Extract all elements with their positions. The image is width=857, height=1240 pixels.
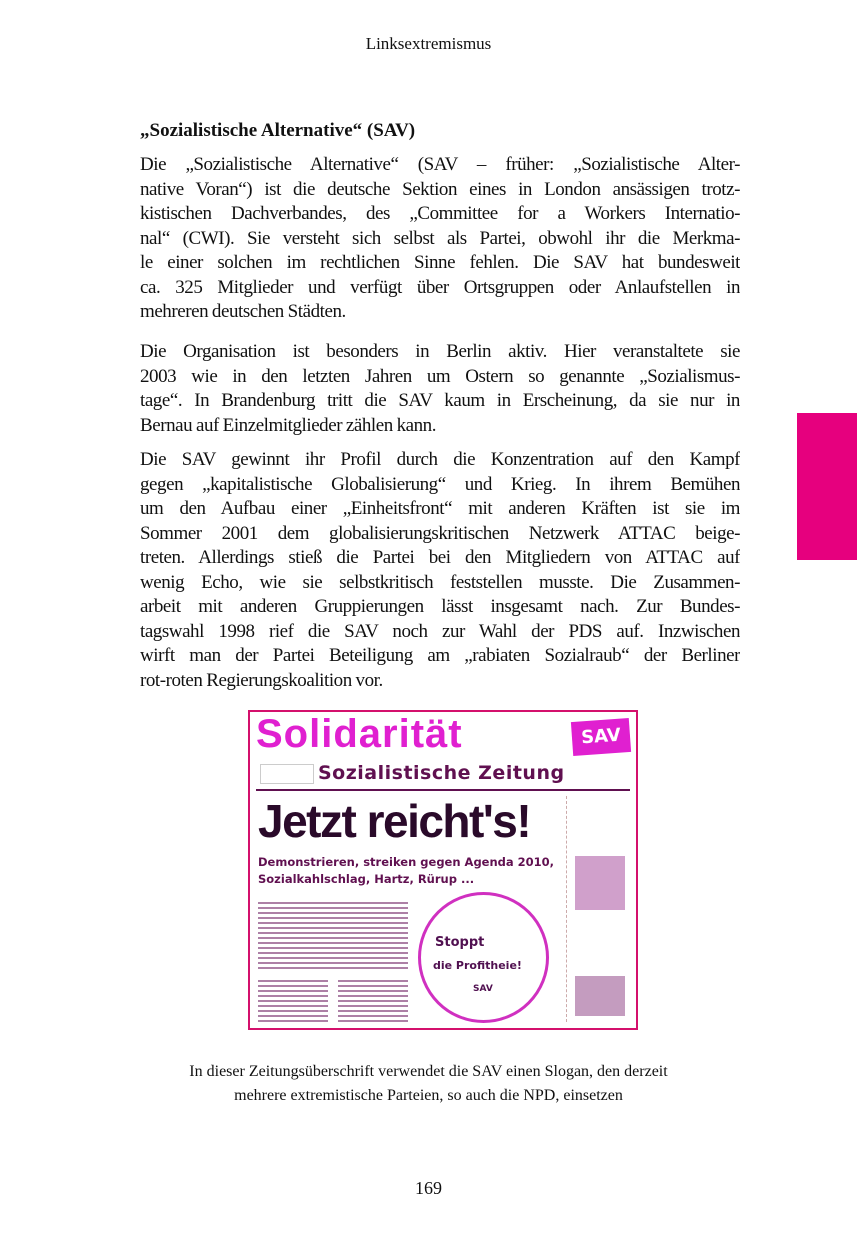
- newspaper-deck: Demonstrieren, streiken gegen Agenda 2010, Sozialkahlschlag, Hartz, Rürup ...: [258, 855, 555, 886]
- stamp-text: Stoppt: [435, 935, 485, 950]
- article-text-block: [258, 980, 328, 1022]
- text-line: um den Aufbau einer „Einheitsfront“ mit anderen Kräften ist sie im: [140, 498, 740, 519]
- stamp-text: die Profitheie!: [433, 959, 522, 972]
- text-line: wirft man der Partei Beteiligung am „rabiaten Sozialraub“ der Berliner: [140, 645, 740, 666]
- figure-caption: [100, 1060, 757, 1108]
- newspaper-masthead: Solidarität: [256, 712, 463, 756]
- caption-line: mehrere extremistische Parteien, so auch die NPD, einsetzen: [234, 1087, 623, 1104]
- section-heading: „Sozialistische Alternative“ (SAV): [140, 120, 416, 141]
- text-line: Die Organisation ist besonders in Berlin aktiv. Hier veranstaltete sie: [140, 341, 740, 362]
- caption-line: In dieser Zeitungsüberschrift verwendet die SAV einen Slogan, den derzeit: [189, 1063, 668, 1080]
- sidebar-photo: [575, 976, 625, 1016]
- text-line: tage“. In Brandenburg tritt die SAV kaum in Erscheinung, da sie nur in: [140, 390, 740, 411]
- page-number: 169: [415, 1178, 442, 1198]
- newspaper-image: [248, 710, 638, 1030]
- text-line: ca. 325 Mitglieder und verfügt über Ortsgruppen oder Anlaufstellen in: [140, 276, 740, 298]
- stamp-graphic: [418, 892, 549, 1023]
- text-line: nal“ (CWI). Sie versteht sich selbst als Partei, obwohl ihr die Merkma-: [140, 227, 740, 249]
- text-line: 2003 wie in den letzten Jahren um Ostern so genannte „Sozialismus-: [140, 365, 740, 387]
- paragraph-3: [140, 448, 740, 693]
- text-line: rot-roten Regierungskoalition vor.: [140, 669, 383, 691]
- paragraph-2: [140, 340, 740, 438]
- text-line: Die SAV gewinnt ihr Profil durch die Konzentration auf den Kampf: [140, 449, 740, 470]
- divider: [256, 789, 630, 791]
- newspaper-headline: Jetzt reicht's!: [258, 795, 531, 847]
- text-line: wenig Echo, wie sie selbstkritisch feststellen musste. Die Zusammen-: [140, 571, 740, 593]
- newspaper-subtitle: Sozialistische Zeitung: [318, 762, 565, 784]
- article-text-block: [258, 902, 408, 970]
- sidebar-photo: [575, 856, 625, 910]
- text-line: tagswahl 1998 rief die SAV noch zur Wahl der PDS auf. Inzwischen: [140, 620, 740, 642]
- text-line: treten. Allerdings stieß die Partei bei den Mitgliedern von ATTAC auf: [140, 547, 740, 568]
- text-line: le einer solchen im rechtlichen Sinne fehlen. Die SAV hat bundesweit: [140, 252, 740, 273]
- chapter-tab-marker: [797, 413, 857, 560]
- text-line: gegen „kapitalistische Globalisierung“ und Krieg. In ihrem Bemühen: [140, 473, 740, 495]
- stamp-text: SAV: [473, 984, 493, 994]
- newspaper-sidebar: [566, 796, 629, 1022]
- text-line: arbeit mit anderen Gruppierungen lässt insgesamt nach. Zur Bundes-: [140, 596, 740, 617]
- text-line: native Voran“) ist die deutsche Sektion eines in London ansässigen trotz-: [140, 178, 740, 200]
- text-line: mehreren deutschen Städten.: [140, 301, 346, 322]
- text-line: kistischen Dachverbandes, des „Committee for a Workers Internatio-: [140, 203, 740, 224]
- text-line: Bernau auf Einzelmitglieder zählen kann.: [140, 414, 437, 436]
- article-text-block: [338, 980, 408, 1022]
- text-line: Die „Sozialistische Alternative“ (SAV – früher: „Sozialistische Alter-: [140, 154, 740, 175]
- text-line: Sommer 2001 dem globalisierungskritischen Netzwerk ATTAC beige-: [140, 522, 740, 544]
- issue-box: [260, 764, 314, 784]
- paragraph-1: [140, 153, 740, 325]
- running-header: Linksextremismus: [365, 34, 492, 53]
- sav-badge: SAV: [571, 718, 631, 756]
